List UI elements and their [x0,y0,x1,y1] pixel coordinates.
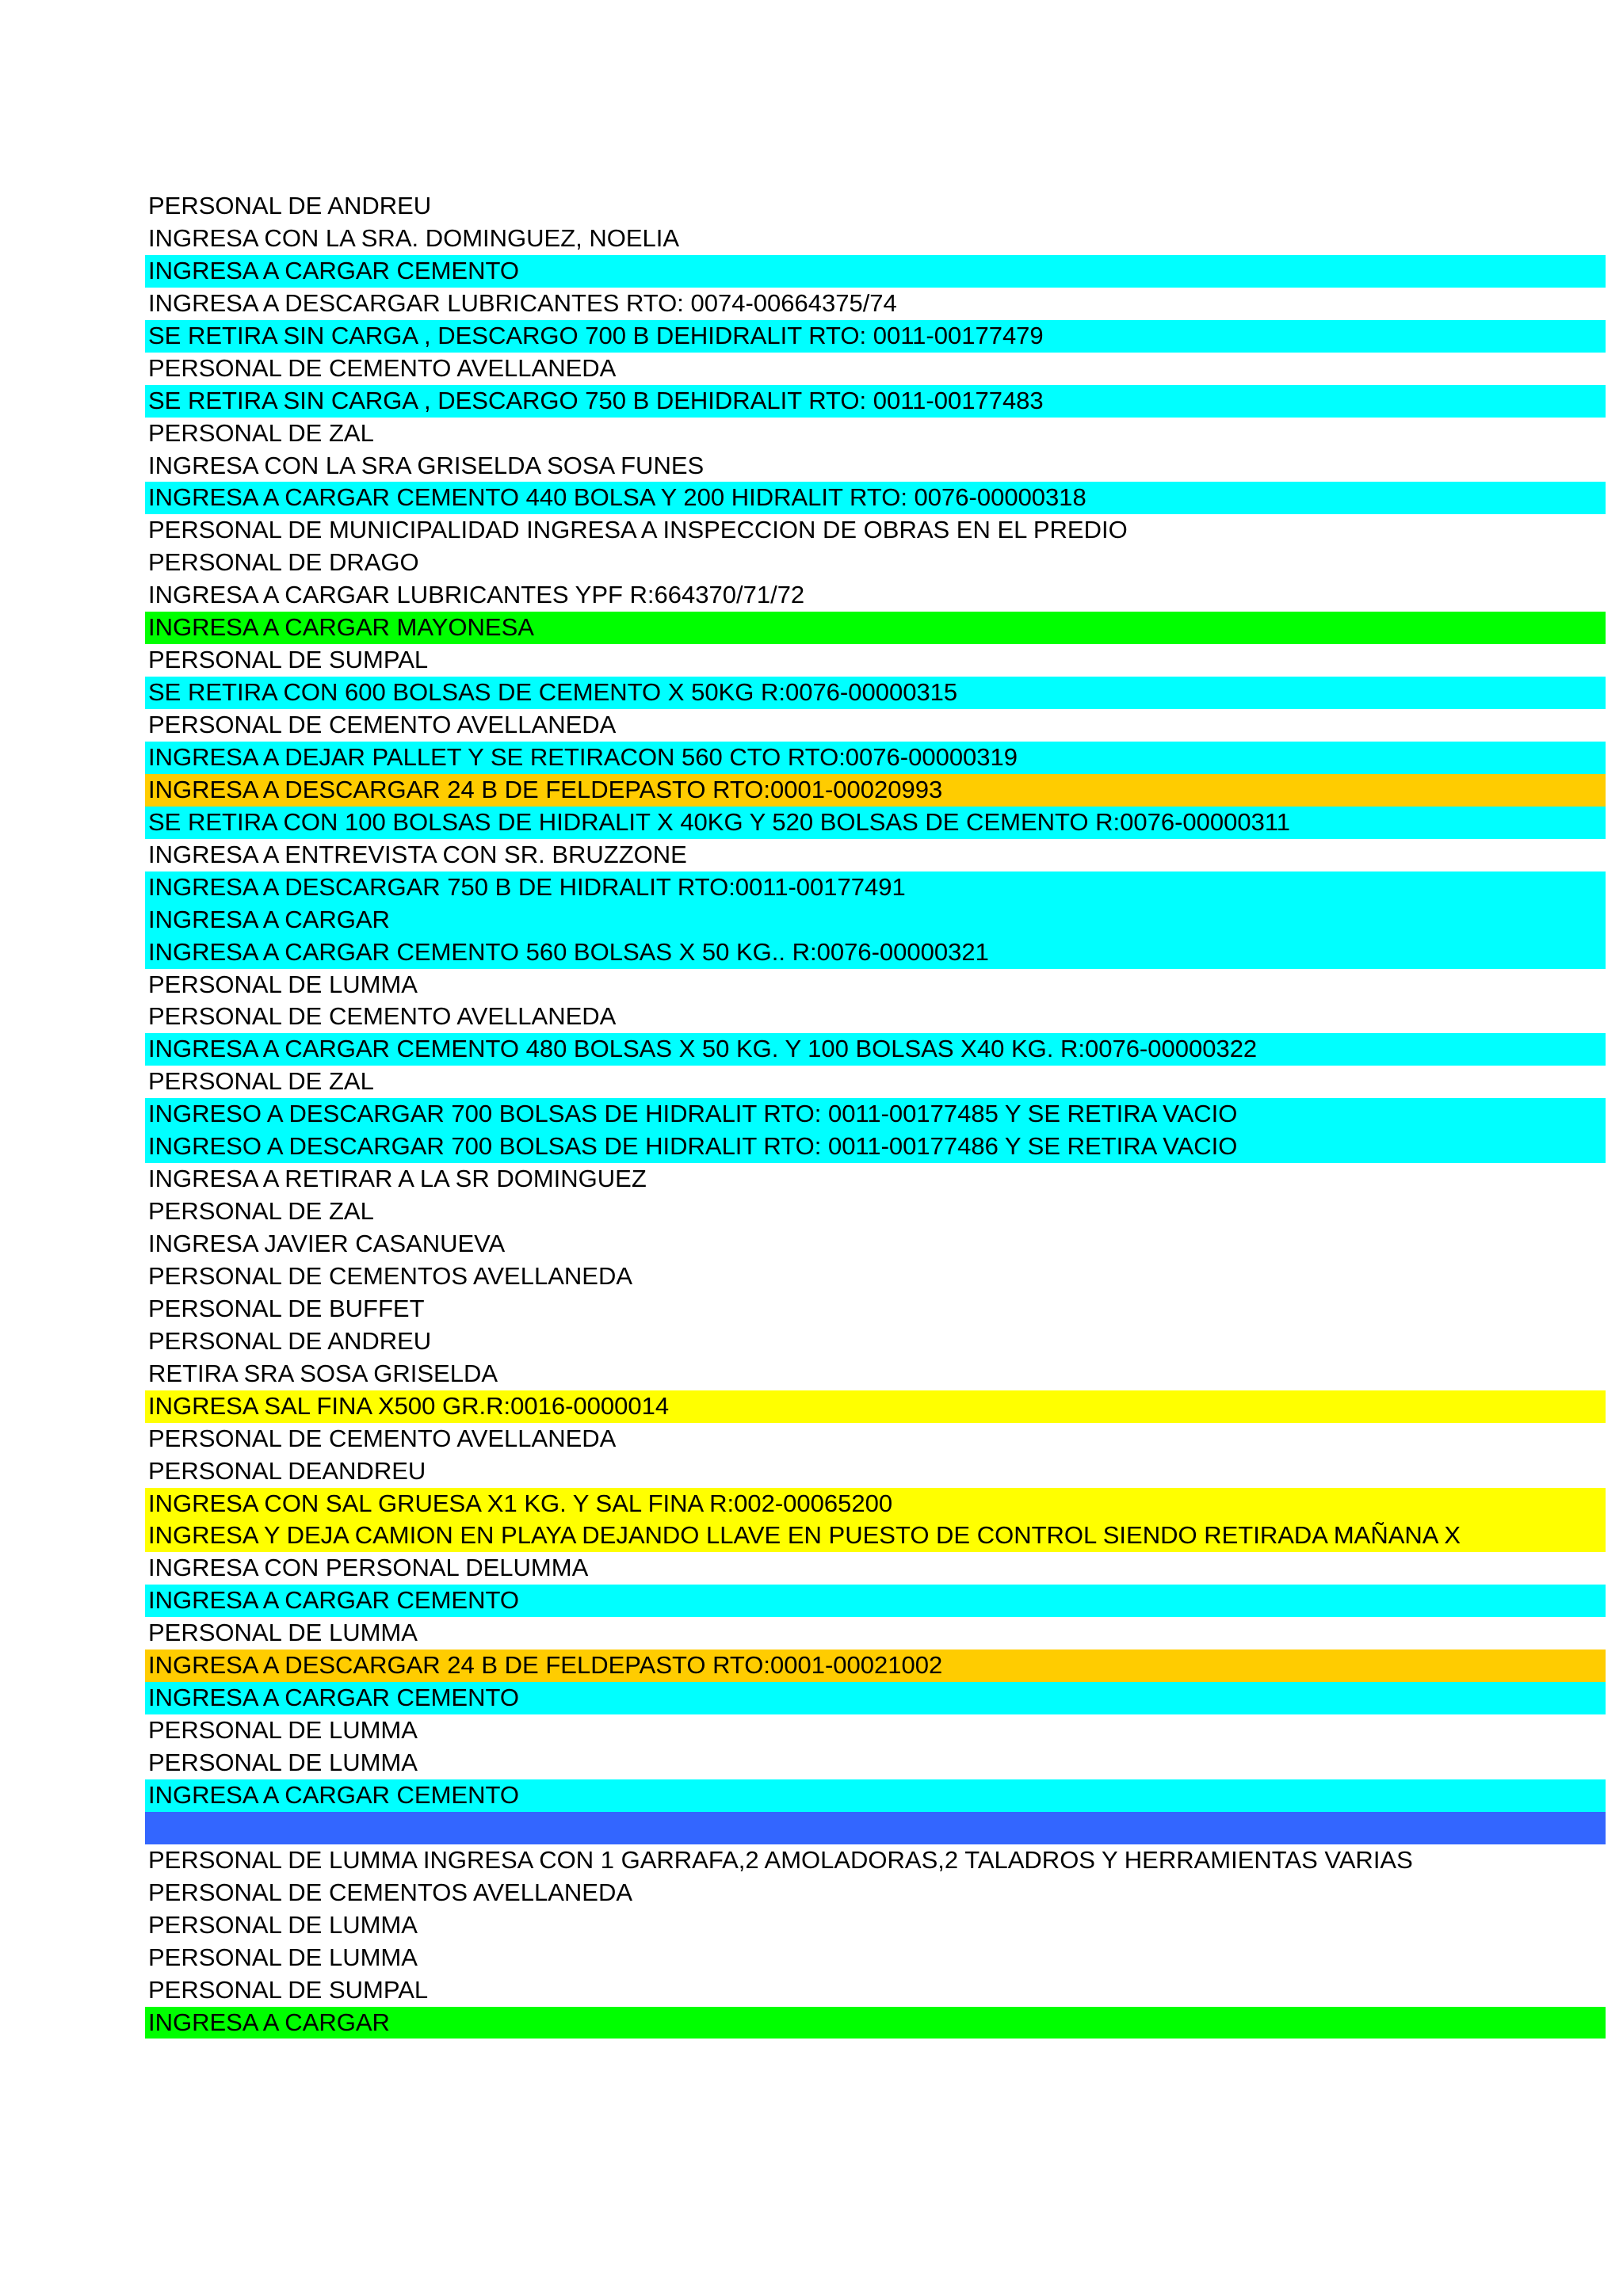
log-row: INGRESA A DEJAR PALLET Y SE RETIRACON 560 CTO RTO:0076-00000319 [145,742,1606,774]
log-row: INGRESA A CARGAR [145,904,1606,936]
log-row: PERSONAL DE LUMMA [145,969,1606,1001]
log-row: INGRESA A RETIRAR A LA SR DOMINGUEZ [145,1163,1606,1196]
log-row: PERSONAL DE MUNICIPALIDAD INGRESA A INSPECCION DE OBRAS EN EL PREDIO [145,514,1606,547]
log-row: INGRESA SAL FINA X500 GR.R:0016-0000014 [145,1390,1606,1423]
log-row: INGRESA A CARGAR CEMENTO 480 BOLSAS X 50 KG. Y 100 BOLSAS X40 KG. R:0076-00000322 [145,1033,1606,1066]
log-row: PERSONAL DE CEMENTO AVELLANEDA [145,1423,1606,1455]
log-row: INGRESA A CARGAR CEMENTO 560 BOLSAS X 50 KG.. R:0076-00000321 [145,936,1606,969]
log-row: PERSONAL DE LUMMA [145,1617,1606,1650]
log-row: SE RETIRA CON 600 BOLSAS DE CEMENTO X 50KG R:0076-00000315 [145,677,1606,709]
log-row: INGRESA CON SAL GRUESA X1 KG. Y SAL FINA R:002-00065200 [145,1488,1606,1520]
log-row: SE RETIRA SIN CARGA , DESCARGO 750 B DEHIDRALIT RTO: 0011-00177483 [145,385,1606,418]
log-row: PERSONAL DE ZAL [145,1066,1606,1098]
log-row: INGRESA A DESCARGAR LUBRICANTES RTO: 0074-00664375/74 [145,288,1606,320]
log-row: PERSONAL DE CEMENTO AVELLANEDA [145,353,1606,385]
log-row: PERSONAL DE ANDREU [145,190,1606,223]
log-row: PERSONAL DE SUMPAL [145,1974,1606,2007]
log-row: PERSONAL DE CEMENTOS AVELLANEDA [145,1261,1606,1293]
log-row: PERSONAL DE ANDREU [145,1325,1606,1358]
log-row: INGRESO A DESCARGAR 700 BOLSAS DE HIDRALIT RTO: 0011-00177485 Y SE RETIRA VACIO [145,1098,1606,1131]
log-row: PERSONAL DE ZAL [145,418,1606,450]
log-row: INGRESA A CARGAR CEMENTO [145,1779,1606,1812]
log-sheet [145,190,1606,2039]
log-row: SE RETIRA SIN CARGA , DESCARGO 700 B DEHIDRALIT RTO: 0011-00177479 [145,320,1606,353]
log-row: INGRESA A DESCARGAR 24 B DE FELDEPASTO RTO:0001-00020993 [145,774,1606,807]
log-row: PERSONAL DE LUMMA [145,1714,1606,1747]
log-row: PERSONAL DE LUMMA [145,1747,1606,1779]
log-row: SE RETIRA CON 100 BOLSAS DE HIDRALIT X 40KG Y 520 BOLSAS DE CEMENTO R:0076-00000311 [145,807,1606,839]
log-row: INGRESA A CARGAR [145,2007,1606,2039]
log-row: PERSONAL DE LUMMA [145,1942,1606,1974]
log-row: PERSONAL DE SUMPAL [145,644,1606,677]
log-row: INGRESA A CARGAR LUBRICANTES YPF R:664370/71/72 [145,579,1606,612]
log-row: INGRESA A CARGAR CEMENTO [145,1585,1606,1617]
log-row: INGRESA CON LA SRA. DOMINGUEZ, NOELIA [145,223,1606,255]
log-row: PERSONAL DE CEMENTO AVELLANEDA [145,1001,1606,1033]
log-row: PERSONAL DE LUMMA [145,1909,1606,1942]
log-row: INGRESA A CARGAR CEMENTO 440 BOLSA Y 200 HIDRALIT RTO: 0076-00000318 [145,482,1606,514]
log-row: INGRESA Y DEJA CAMION EN PLAYA DEJANDO LLAVE EN PUESTO DE CONTROL SIENDO RETIRADA MAÑANA X [145,1520,1606,1552]
log-row: INGRESA A CARGAR CEMENTO [145,255,1606,288]
log-row: PERSONAL DE CEMENTO AVELLANEDA [145,709,1606,742]
log-row: PERSONAL DE CEMENTOS AVELLANEDA [145,1877,1606,1909]
log-row: INGRESA CON PERSONAL DELUMMA [145,1552,1606,1585]
log-row: INGRESA A DESCARGAR 750 B DE HIDRALIT RTO:0011-00177491 [145,871,1606,904]
log-row: INGRESO A DESCARGAR 700 BOLSAS DE HIDRALIT RTO: 0011-00177486 Y SE RETIRA VACIO [145,1131,1606,1163]
log-row: PERSONAL DE BUFFET [145,1293,1606,1325]
log-row [145,1812,1606,1844]
log-row: PERSONAL DE LUMMA INGRESA CON 1 GARRAFA,2 AMOLADORAS,2 TALADROS Y HERRAMIENTAS VARIAS [145,1844,1606,1877]
log-row: INGRESA JAVIER CASANUEVA [145,1228,1606,1261]
log-row: INGRESA CON LA SRA GRISELDA SOSA FUNES [145,450,1606,482]
log-row: PERSONAL DE DRAGO [145,547,1606,579]
log-row: INGRESA A DESCARGAR 24 B DE FELDEPASTO RTO:0001-00021002 [145,1650,1606,1682]
log-row: RETIRA SRA SOSA GRISELDA [145,1358,1606,1390]
log-row: INGRESA A CARGAR CEMENTO [145,1682,1606,1714]
log-row: PERSONAL DE ZAL [145,1196,1606,1228]
log-row: INGRESA A CARGAR MAYONESA [145,612,1606,644]
log-row: INGRESA A ENTREVISTA CON SR. BRUZZONE [145,839,1606,871]
log-row: PERSONAL DEANDREU [145,1455,1606,1488]
